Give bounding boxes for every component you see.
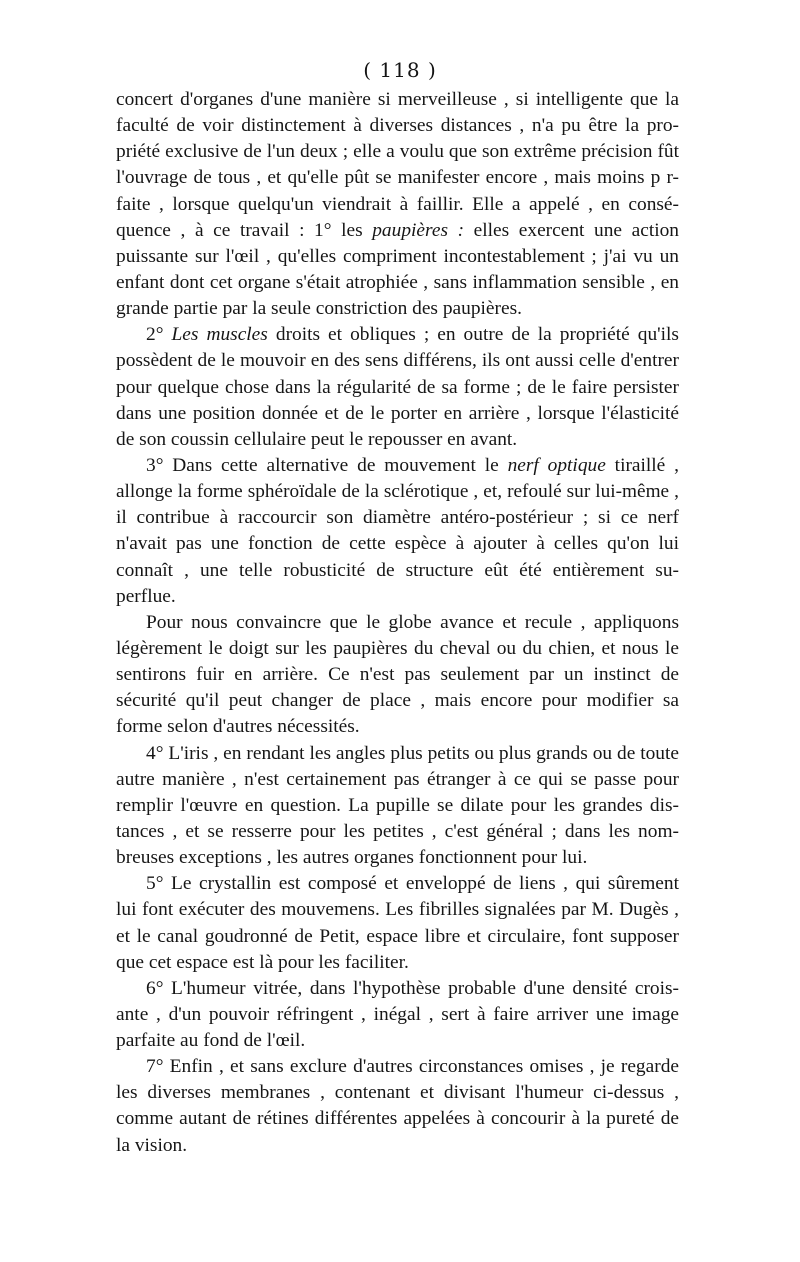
text-line: remplir l'œuvre en question. La pupille se dilate pour les grandes dis-: [116, 794, 679, 816]
text-line: que cet espace est là pour les faciliter.: [116, 951, 409, 973]
text-line: dans une position donnée et de le porter en arrière , lorsque l'élasticité: [116, 402, 679, 424]
text-line: 7° Enfin , et sans exclure d'autres circonstances omises , je regarde: [146, 1056, 679, 1078]
text-line: 3° Dans cette alternative de mouvement le nerf optique tiraillé ,: [146, 454, 679, 476]
text-line: et le canal goudronné de Petit, espace libre et circulaire, font supposer: [116, 925, 679, 947]
text-line: lui font exécuter des mouvemens. Les fibrilles signalées par M. Dugès ,: [116, 899, 679, 921]
text-line: faite , lorsque quelqu'un viendrait à faillir. Elle a appelé , en consé-: [116, 193, 679, 215]
text-line: tances , et se resserre pour les petites , c'est général ; dans les nom-: [116, 820, 679, 842]
text-line: allonge la forme sphéroïdale de la sclérotique , et, refoulé sur lui-même ,: [116, 481, 679, 503]
text-line: concert d'organes d'une manière si merveilleuse , si intelligente que la: [116, 89, 679, 110]
italic-term: nerf optique: [507, 454, 606, 476]
text-line: l'ouvrage de tous , et qu'elle pût se manifester encore , mais moins p r-: [116, 167, 679, 189]
text-line: forme selon d'autres nécessités.: [116, 716, 360, 738]
text-line: connaît , une telle robusticité de structure eût été entièrement su-: [116, 559, 679, 581]
text-line: perflue.: [116, 585, 176, 607]
italic-term: Les muscles: [171, 324, 268, 346]
text-line: la vision.: [116, 1134, 188, 1156]
text-line: comme autant de rétines différentes appelées à concourir à la pureté de: [116, 1108, 679, 1130]
text-line: enfant dont cet organe s'était atrophiée , sans inflammation sensible , en: [116, 271, 679, 293]
text-line: pour quelque chose dans la régularité de sa forme ; de le faire persister: [116, 376, 679, 398]
text-line: faculté de voir distinctement à diverses distances , n'a pu être la pro-: [116, 115, 679, 137]
text-line: possèdent de le mouvoir en des sens différens, ils ont aussi celle d'entrer: [116, 350, 679, 372]
italic-term: paupières :: [372, 219, 465, 241]
text-line: n'avait pas une fonction de cette espèce à ajouter à celles qu'on lui: [116, 533, 679, 555]
text-line: Pour nous convaincre que le globe avance et recule , appliquons: [146, 611, 679, 633]
body-text: [116, 87, 679, 1159]
text-line: puissante sur l'œil , qu'elles compriment incontestablement ; j'ai vu un: [116, 245, 679, 267]
text-line: sécurité qu'il peut changer de place , mais encore pour modifier sa: [116, 690, 679, 712]
text-line: sentirons fuir en arrière. Ce n'est pas seulement par un instinct de: [116, 664, 679, 686]
text-line: de son coussin cellulaire peut le repousser en avant.: [116, 428, 518, 450]
page-number: ( 118 ): [363, 58, 437, 82]
text-line: 2° Les muscles droits et obliques ; en outre de la propriété qu'ils: [146, 324, 679, 346]
text-line: breuses exceptions , les autres organes fonctionnent pour lui.: [116, 847, 588, 869]
text-line: 4° L'iris , en rendant les angles plus petits ou plus grands ou de toute: [146, 742, 679, 764]
text-line: quence , à ce travail : 1° les paupières : elles exercent une action: [116, 219, 679, 241]
text-line: légèrement le doigt sur les paupières du cheval ou du chien, et nous le: [116, 637, 679, 659]
text-line: ante , d'un pouvoir réfringent , inégal , sert à faire arriver une image: [116, 1003, 679, 1025]
text-line: priété exclusive de l'un deux ; elle a voulu que son extrême précision fût: [116, 141, 679, 163]
text-line: 5° Le crystallin est composé et enveloppé de liens , qui sûrement: [146, 873, 679, 895]
text-line: autre manière , n'est certainement pas étranger à ce qui se passe pour: [116, 768, 679, 790]
text-line: 6° L'humeur vitrée, dans l'hypothèse probable d'une densité crois-: [146, 977, 679, 999]
text-line: il contribue à raccourcir son diamètre antéro-postérieur ; si ce nerf: [116, 507, 679, 529]
text-line: parfaite au fond de l'œil.: [116, 1030, 306, 1052]
text-line: les diverses membranes , contenant et divisant l'humeur ci-dessus ,: [116, 1082, 679, 1104]
text-line: grande partie par la seule constriction des paupières.: [116, 298, 522, 320]
